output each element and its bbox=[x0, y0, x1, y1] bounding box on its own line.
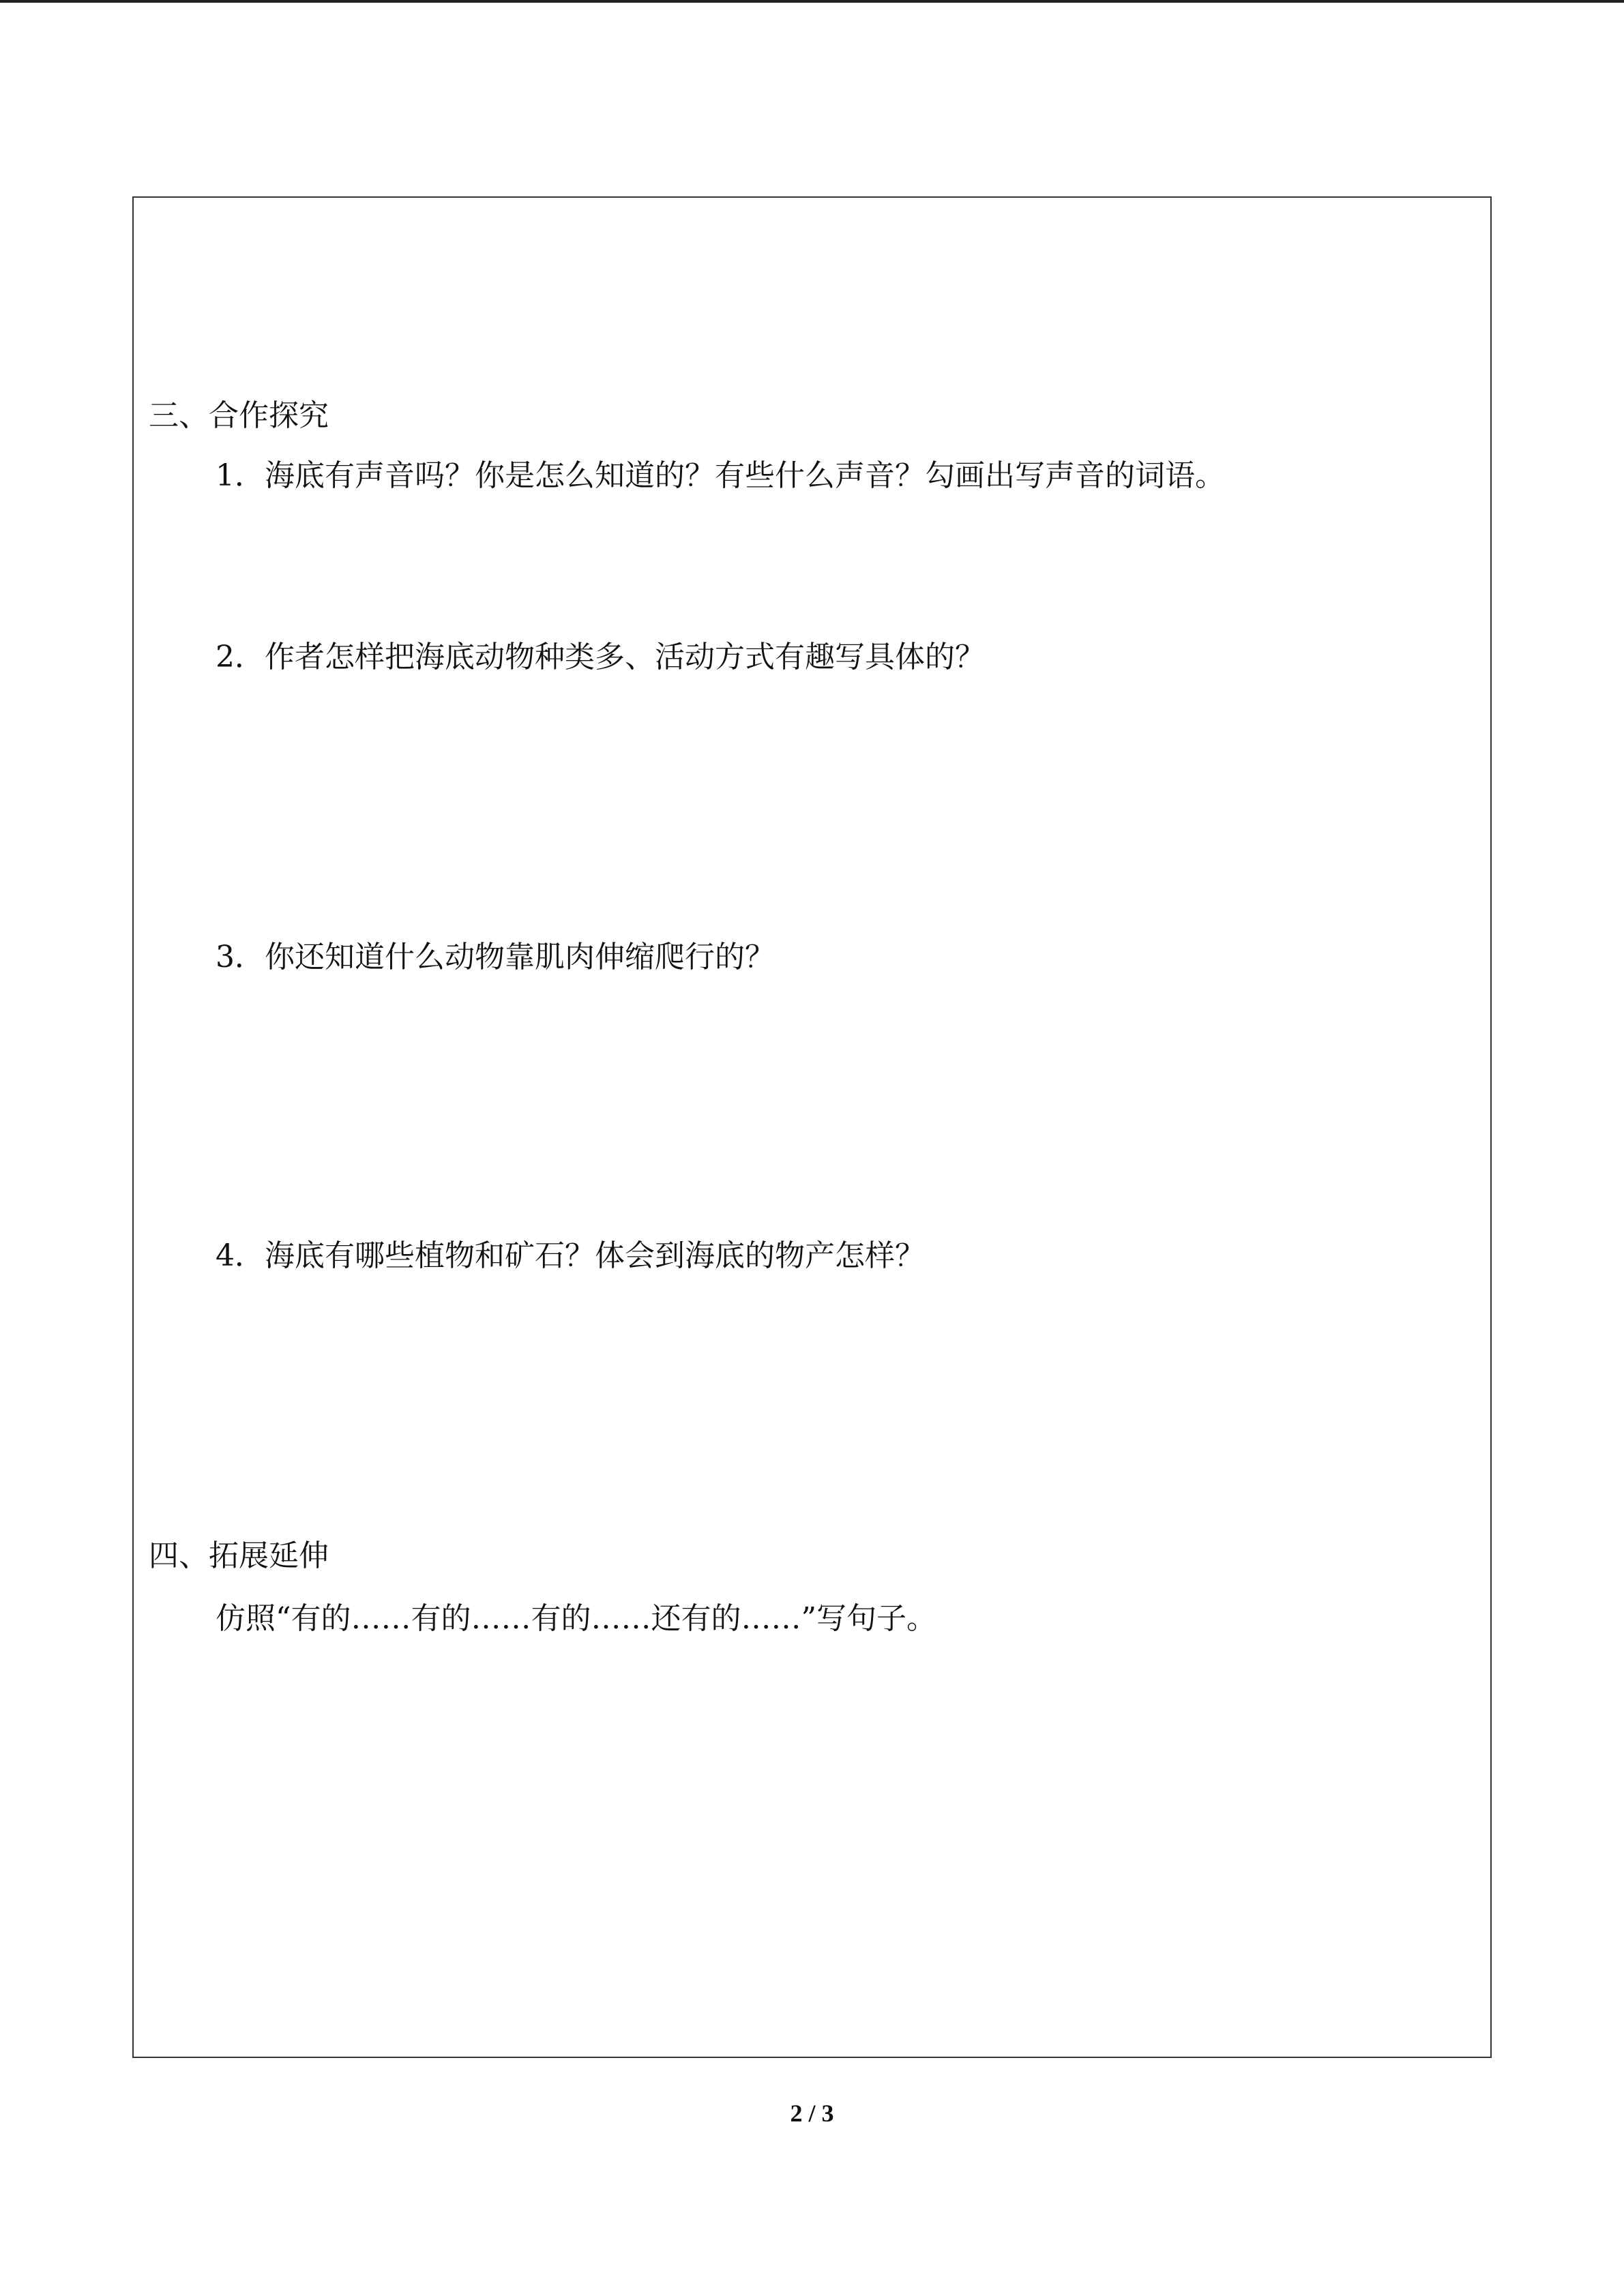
question-1: 1．海底有声音吗？你是怎么知道的？有些什么声音？勾画出写声音的词语。 bbox=[216, 458, 1225, 493]
question-3: 3．你还知道什么动物靠肌肉伸缩爬行的？ bbox=[216, 940, 775, 974]
question-2: 2．作者怎样把海底动物种类多、活动方式有趣写具体的？ bbox=[216, 640, 985, 674]
section-heading-cooperative-inquiry: 三、合作探究 bbox=[149, 398, 329, 433]
page-top-edge bbox=[0, 0, 1624, 3]
page-number: 2 / 3 bbox=[790, 2100, 834, 2127]
section-heading-extension: 四、拓展延伸 bbox=[149, 1538, 329, 1573]
extension-task: 仿照“有的……有的……有的……还有的……”写句子。 bbox=[216, 1601, 936, 1636]
question-4: 4．海底有哪些植物和矿石？体会到海底的物产怎样？ bbox=[216, 1238, 925, 1273]
